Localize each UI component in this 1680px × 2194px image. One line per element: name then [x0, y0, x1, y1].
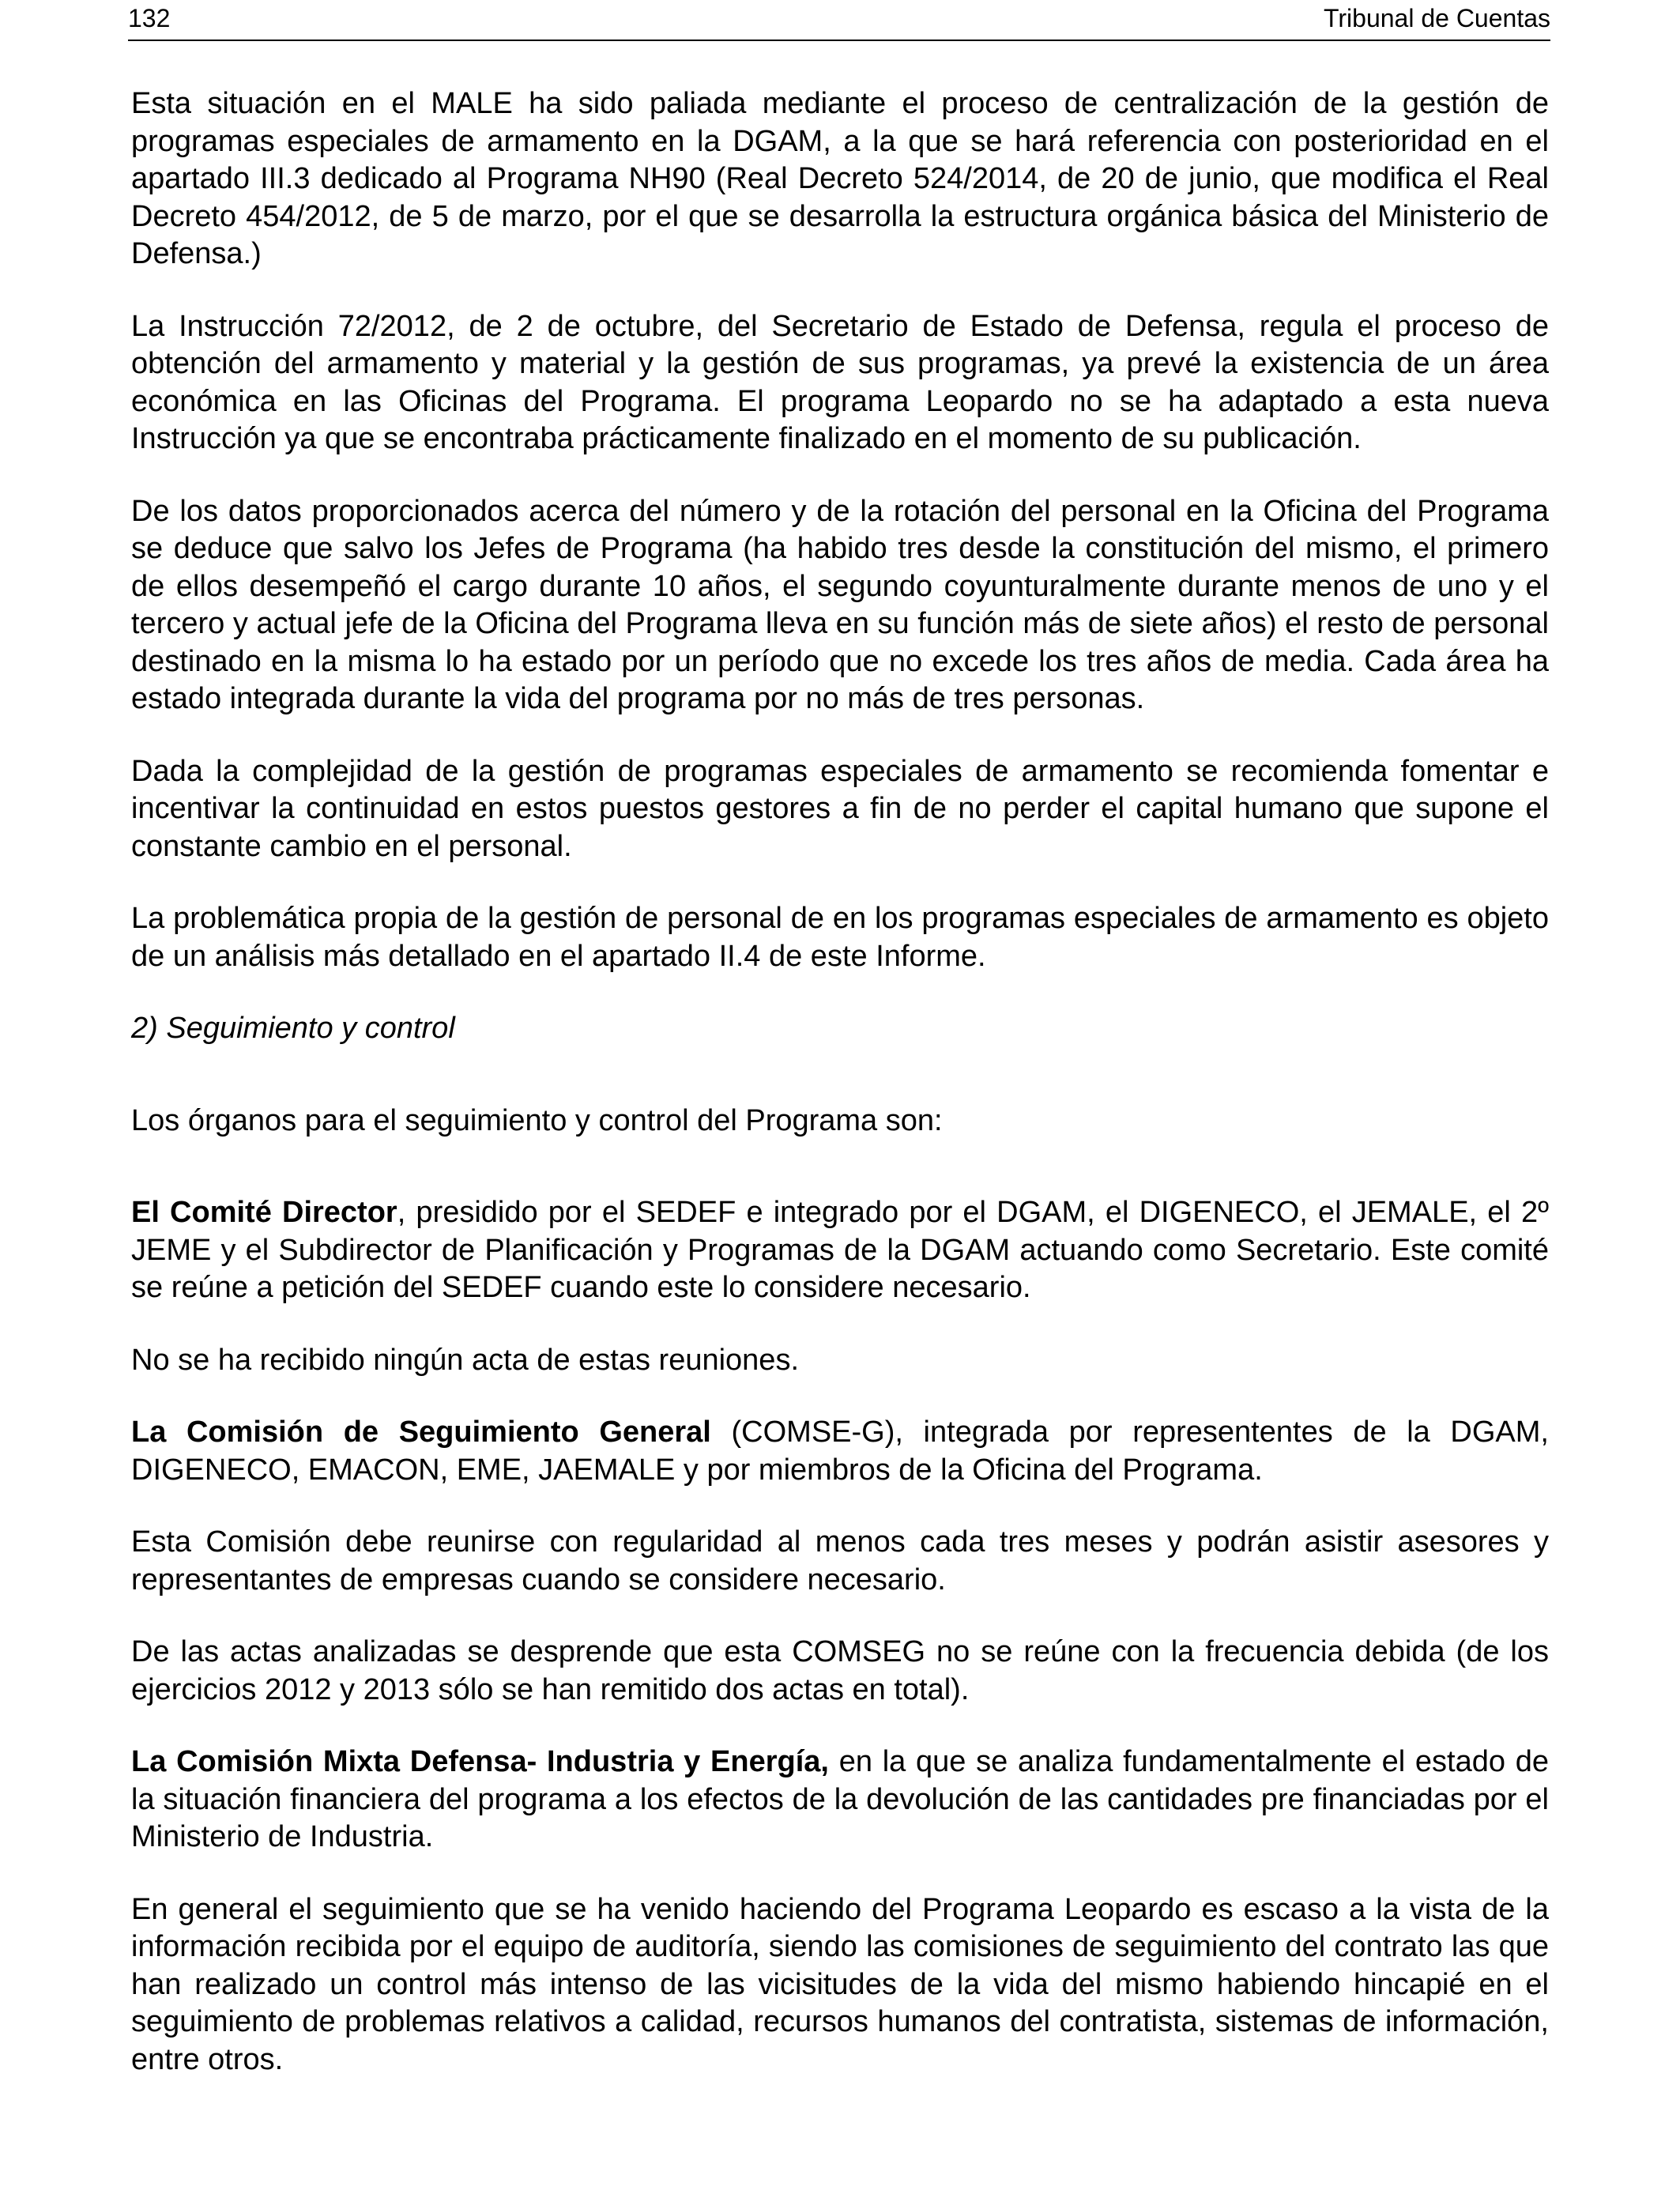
- bold-term: El Comité Director: [131, 1196, 397, 1229]
- body-text: [131, 85, 1549, 2079]
- paragraph-comision-seguimiento: [131, 1414, 1549, 1489]
- paragraph: Esta Comisión debe reunirse con regularidad al menos cada tres meses y podrán asistir asesores y representantes de empresas cuando se considere necesario.: [131, 1525, 1549, 1596]
- paragraph: Esta situación en el MALE ha sido paliada mediante el proceso de centralización de la gestión de programas especiales de armamento en la DGAM, a la que se hará referencia con posterioridad en el apartado III.3 dedicado al Programa NH90 (Real Decreto 524/2014, de 20 de junio, que modifica el Real Decreto 454/2012, de 5 de marzo, por el que se desarrolla la estructura orgánica básica del Ministerio de Defensa.): [131, 87, 1549, 270]
- paragraph: No se ha recibido ningún acta de estas reuniones.: [131, 1343, 799, 1377]
- bold-term: La Comisión Mixta Defensa- Industria y Energía,: [131, 1745, 829, 1778]
- paragraph: Dada la complejidad de la gestión de programas especiales de armamento se recomienda fomentar e incentivar la continuidad en estos puestos gestores a fin de no perder el capital humano que supone el constante cambio en el personal.: [131, 754, 1549, 863]
- paragraph: De los datos proporcionados acerca del número y de la rotación del personal en la Oficina del Programa se deduce que salvo los Jefes de Programa (ha habido tres desde la constitución del mismo, el primero de ellos desempeñó el cargo durante 10 años, el segundo coyunturalmente durante menos de uno y el tercero y actual jefe de la Oficina del Programa lleva en su función más de siete años) el resto de personal destinado en la misma lo ha estado por un período que no excede los tres años de media. Cada área ha estado integrada durante la vida del programa por no más de tres personas.: [131, 494, 1549, 715]
- paragraph: La Instrucción 72/2012, de 2 de octubre, del Secretario de Estado de Defensa, regula el proceso de obtención del armamento y material y la gestión de sus programas, ya prevé la existencia de un área económica en las Oficinas del Programa. El programa Leopardo no se ha adaptado a esta nueva Instrucción ya que se encontraba prácticamente finalizado en el momento de su publicación.: [131, 309, 1549, 455]
- paragraph: En general el seguimiento que se ha venido haciendo del Programa Leopardo es escaso a la vista de la información recibida por el equipo de auditoría, siendo las comisiones de seguimiento del contrato las que han realizado un control más intenso de las vicisitudes de la vida del mismo habiendo hincapié en el seguimiento de problemas relativos a calidad, recursos humanos del contratista, sistemas de información, entre otros.: [131, 1892, 1549, 2076]
- paragraph-comite-director: [131, 1194, 1549, 1307]
- header-title: Tribunal de Cuentas: [1324, 4, 1550, 32]
- paragraph-comision-mixta: [131, 1744, 1549, 1857]
- bold-term: La Comisión de Seguimiento General: [131, 1416, 711, 1449]
- section-heading: 2) Seguimiento y control: [131, 1012, 455, 1045]
- paragraph-text: , presidido por el SEDEF e integrado por el DGAM, el DIGENECO, el JEMALE, el 2º JEME y el Subdirector de Planificación y Programas de la DGAM actuando como Secretario. Este comité se reúne a petición del SEDEF cuando este lo considere necesario.: [131, 1196, 1549, 1304]
- paragraph: De las actas analizadas se desprende que esta COMSEG no se reúne con la frecuencia debida (de los ejercicios 2012 y 2013 sólo se han remitido dos actas en total).: [131, 1635, 1549, 1706]
- page-number: 132: [128, 4, 171, 32]
- paragraph: Los órganos para el seguimiento y control del Programa son:: [131, 1103, 943, 1137]
- paragraph-text: en la que se analiza fundamentalmente el estado de la situación financiera del programa a los efectos de la devolución de las cantidades pre financiadas por el Ministerio de Industria.: [131, 1745, 1550, 1853]
- page-header: [128, 3, 1550, 41]
- paragraph-text: (COMSE-G), integrada por represententes de la DGAM, DIGENECO, EMACON, EME, JAEMALE y por miembros de la Oficina del Programa.: [131, 1416, 1549, 1487]
- paragraph: La problemática propia de la gestión de personal de en los programas especiales de armamento es objeto de un análisis más detallado en el apartado II.4 de este Informe.: [131, 902, 1549, 973]
